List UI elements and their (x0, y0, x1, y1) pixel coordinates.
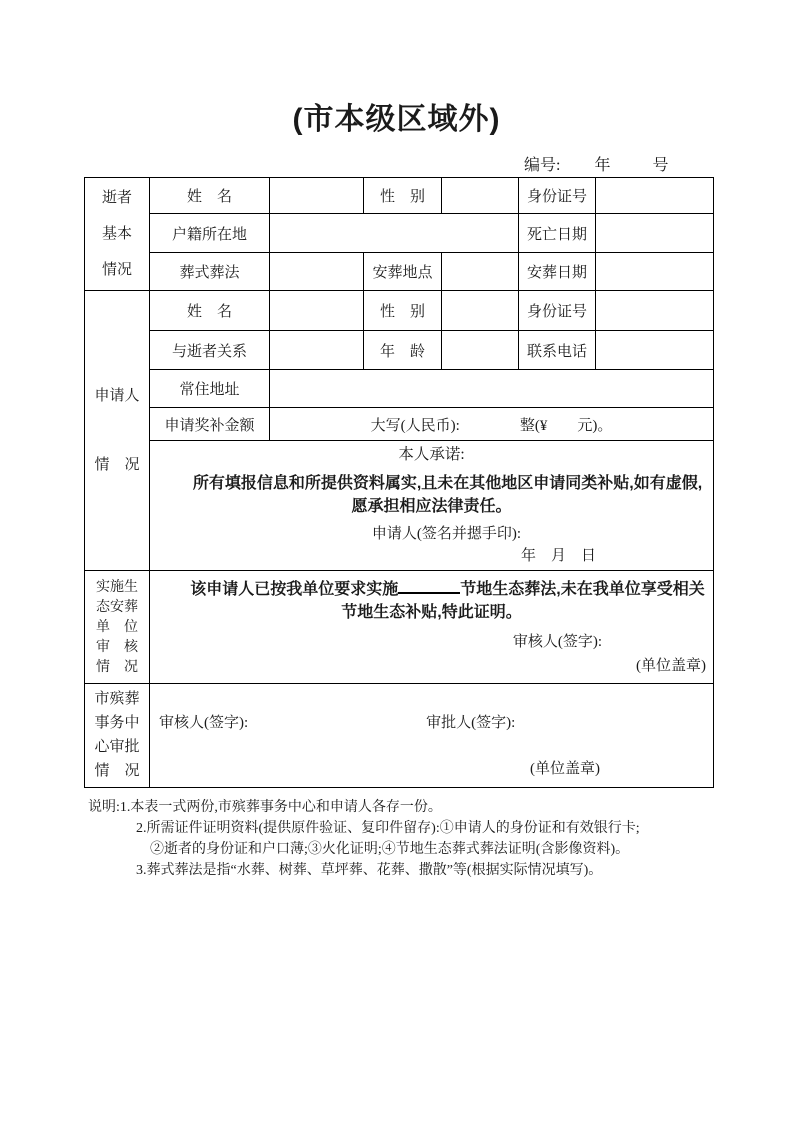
deceased-death-date-field (596, 214, 714, 253)
applicant-name-label: 姓 名 (150, 291, 270, 331)
number-year-label: 年 (594, 157, 611, 174)
applicant-gender-field (442, 291, 519, 331)
center-approver-label: 审批人(签字): (426, 714, 516, 731)
notes-section (88, 797, 718, 881)
note-item-4: 3.葬式葬法是指“水葬、树葬、草坪葬、花葬、撒散”等(根据实际情况填写)。 (136, 863, 603, 878)
notes-label: 说明: (88, 800, 120, 815)
applicant-id-label: 身份证号 (519, 291, 596, 331)
commitment-date-placeholder: 年 月 日 (520, 547, 596, 564)
applicant-relation-field (270, 331, 364, 370)
deceased-burial-method-field (270, 253, 364, 291)
applicant-phone-label: 联系电话 (519, 331, 596, 370)
applicant-age-field (442, 331, 519, 370)
eco-unit-seal-label: (单位盖章) (636, 658, 706, 674)
deceased-gender-field (442, 178, 519, 214)
center-reviewer-label: 审核人(签字): (159, 714, 249, 731)
number-suffix-label: 号 (652, 157, 669, 174)
application-form-table (84, 177, 714, 788)
section-applicant-label: 申请人 情 况 (85, 291, 150, 571)
deceased-burial-method-label: 葬式葬法 (150, 253, 270, 291)
applicant-amount-label: 申请奖补金额 (150, 408, 270, 441)
funeral-center-approval-cell (150, 684, 714, 788)
form-number-line (524, 152, 668, 175)
applicant-relation-label: 与逝者关系 (150, 331, 270, 370)
applicant-age-label: 年 龄 (364, 331, 442, 370)
deceased-id-field (596, 178, 714, 214)
deceased-id-label: 身份证号 (519, 178, 596, 214)
applicant-phone-field (596, 331, 714, 370)
note-item-1: 1.本表一式两份,市殡葬事务中心和申请人各存一份。 (119, 800, 442, 815)
section-funeral-center-label: 市殡葬 事务中 心审批 情 况 (85, 684, 150, 788)
eco-unit-blank-line (398, 579, 460, 594)
section-eco-unit-label: 实施生 态安葬 单 位 审 核 情 况 (85, 571, 150, 684)
applicant-gender-label: 性 别 (364, 291, 442, 331)
applicant-address-field (270, 370, 714, 408)
deceased-burial-date-field (596, 253, 714, 291)
note-item-3: ②逝者的身份证和户口薄;③火化证明;④节地生态葬式葬法证明(含影像资料)。 (150, 842, 630, 857)
applicant-commitment-cell (150, 441, 714, 571)
eco-unit-reviewer-label: 审核人(签字): (512, 634, 603, 650)
deceased-gender-label: 性 别 (364, 178, 442, 214)
deceased-death-date-label: 死亡日期 (519, 214, 596, 253)
deceased-name-label: 姓 名 (150, 178, 270, 214)
applicant-amount-field: 大写(人民币): 整(¥ 元)。 (270, 408, 714, 441)
eco-unit-review-cell (150, 571, 714, 684)
number-label: 编号: (524, 157, 561, 174)
applicant-name-field (270, 291, 364, 331)
eco-unit-statement: 该申请人已按我单位要求实施 节地生态葬法,未在我单位享受相关节地生态补贴,特此证明。 (153, 578, 710, 624)
deceased-name-field (270, 178, 364, 214)
commitment-heading: 本人承诺: (398, 445, 465, 463)
page-title: (市本级区域外) (292, 103, 501, 136)
commitment-body: 所有填报信息和所提供资料属实,且未在其他地区申请同类补贴,如有虚假,愿承担相应法律责任。 (192, 474, 703, 515)
applicant-address-label: 常住地址 (150, 370, 270, 408)
center-seal-label: (单位盖章) (530, 760, 600, 777)
deceased-burial-place-label: 安葬地点 (364, 253, 442, 291)
note-item-2: 2.所需证件证明资料(提供原件验证、复印件留存):①申请人的身份证和有效银行卡; (136, 821, 640, 836)
section-deceased-label: 逝者 基本 情况 (85, 178, 150, 291)
applicant-signature-label: 申请人(签名并摁手印): (371, 525, 522, 542)
deceased-burial-place-field (442, 253, 519, 291)
deceased-residence-label: 户籍所在地 (150, 214, 270, 253)
deceased-residence-field (270, 214, 519, 253)
applicant-id-field (596, 291, 714, 331)
deceased-burial-date-label: 安葬日期 (519, 253, 596, 291)
